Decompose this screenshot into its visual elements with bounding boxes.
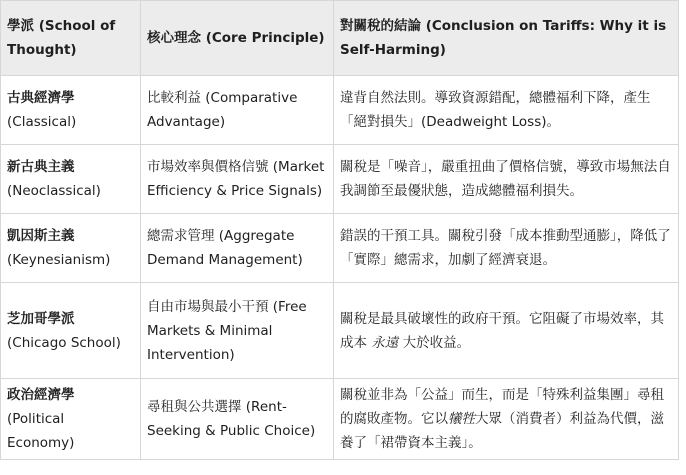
conclusion-cell: 違背自然法則。導致資源錯配，總體福利下降，產生「絕對損失」(Deadweight Loss)。 — [334, 76, 679, 145]
school-name: 芝加哥學派 — [7, 310, 75, 327]
header-school: 學派 (School of Thought) — [1, 1, 141, 76]
conclusion-text: 關稅並非為「公益」而生，而是「特殊利益集團」尋租的腐敗產物。它以 — [340, 387, 664, 427]
school-name: 古典經濟學 — [7, 90, 75, 106]
school-cell — [1, 76, 141, 145]
school-cell — [1, 379, 141, 460]
principle-cell: 尋租與公共選擇 (Rent-Seeking & Public Choice) — [141, 379, 334, 460]
conclusion-cell: 錯誤的干預工具。關稅引發「成本推動型通膨」，降低了「實際」總需求，加劇了經濟衰退。 — [334, 214, 679, 283]
table-header-row — [1, 1, 679, 76]
table-row — [1, 145, 679, 214]
school-name-en: (Neoclassical) — [7, 183, 101, 199]
school-cell — [1, 283, 141, 379]
header-conclusion: 對關稅的結論 (Conclusion on Tariffs: Why it is Self-Harming) — [334, 1, 679, 76]
header-principle: 核心理念 (Core Principle) — [141, 1, 334, 76]
conclusion-cell — [334, 379, 679, 460]
conclusion-text-end: 大眾（消費者）利益為代價，滋養了「裙帶資本主義」。 — [340, 411, 664, 451]
conclusion-emphasis: 犧牲 — [448, 411, 475, 427]
school-name-en: (Keynesianism) — [7, 252, 111, 268]
school-name-en: (Chicago School) — [7, 334, 121, 351]
conclusion-cell: 關稅是「噪音」，嚴重扭曲了價格信號，導致市場無法自我調節至最優狀態，造成總體福利損失。 — [334, 145, 679, 214]
principle-cell: 市場效率與價格信號 (Market Efficiency & Price Signals) — [141, 145, 334, 214]
principle-cell: 自由市場與最小干預 (Free Markets & Minimal Intervention) — [141, 283, 334, 379]
conclusion-text-end: 大於收益。 — [402, 334, 471, 351]
school-name: 凱因斯主義 — [7, 228, 75, 244]
table-row — [1, 283, 679, 379]
school-name-en: (Political Economy) — [7, 411, 75, 451]
school-name: 新古典主義 — [7, 159, 75, 175]
school-name-en: (Classical) — [7, 114, 77, 130]
principle-cell: 總需求管理 (Aggregate Demand Management) — [141, 214, 334, 283]
conclusion-emphasis: 永遠 — [367, 334, 403, 351]
school-name: 政治經濟學 — [7, 387, 75, 403]
school-cell — [1, 145, 141, 214]
table-row — [1, 214, 679, 283]
school-cell — [1, 214, 141, 283]
table-row — [1, 76, 679, 145]
table-row — [1, 379, 679, 460]
conclusion-cell — [334, 283, 679, 379]
conclusion-text: 關稅是最具破壞性的政府干預。它阻礙了市場效率，其成本 — [340, 310, 664, 351]
principle-cell: 比較利益 (Comparative Advantage) — [141, 76, 334, 145]
